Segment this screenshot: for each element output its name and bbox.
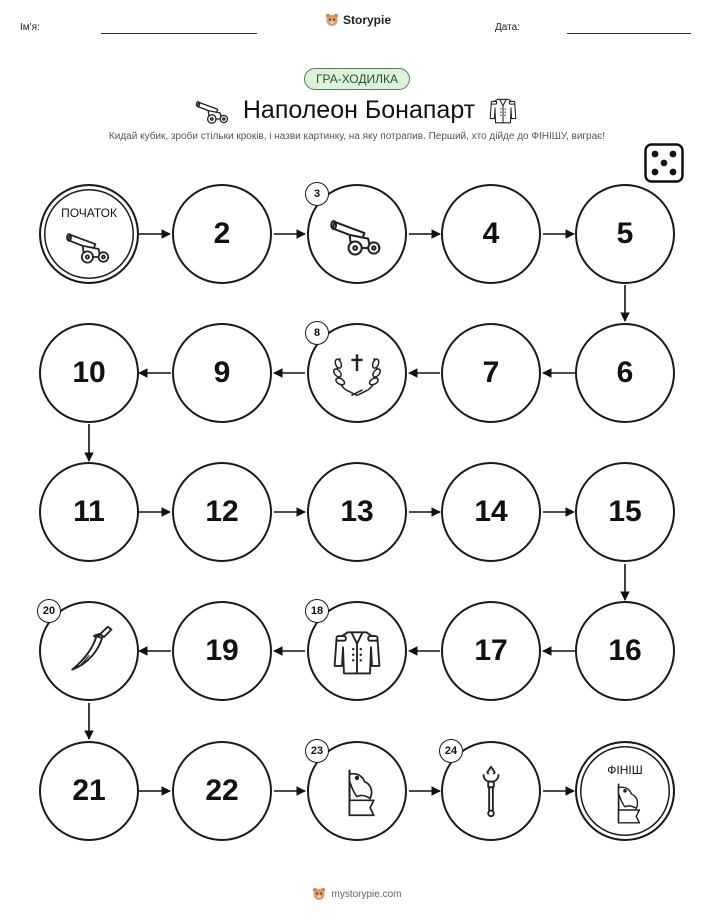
cell-number: 4 xyxy=(482,217,500,250)
finish-cell[interactable] xyxy=(575,741,675,841)
board-cell-19[interactable] xyxy=(172,601,272,701)
cell-number-badge: 3 xyxy=(305,182,329,206)
board-cell-12[interactable] xyxy=(172,462,272,562)
cell-number-badge: 24 xyxy=(439,739,463,763)
military-jacket-icon xyxy=(329,623,385,679)
brand-name: Storypie xyxy=(343,13,392,27)
cell-number-badge: 8 xyxy=(305,321,329,345)
board-cell-15[interactable] xyxy=(575,462,675,562)
game-type-tag: ГРА-ХОДИЛКА xyxy=(304,68,410,90)
cannon-icon xyxy=(329,206,385,262)
board-cell-17[interactable] xyxy=(441,601,541,701)
cell-number: 12 xyxy=(205,495,239,528)
start-label: ПОЧАТОК xyxy=(61,206,117,220)
board-cell-10[interactable] xyxy=(39,323,139,423)
cell-number-badge: 18 xyxy=(305,599,329,623)
board-cell-20[interactable] xyxy=(39,601,139,701)
cell-number: 17 xyxy=(474,634,508,667)
cell-number-badge: 23 xyxy=(305,739,329,763)
board-cell-14[interactable] xyxy=(441,462,541,562)
board-cell-4[interactable] xyxy=(441,184,541,284)
board-cell-2[interactable] xyxy=(172,184,272,284)
cell-number: 15 xyxy=(608,495,642,528)
start-cell[interactable] xyxy=(39,184,139,284)
board-cell-22[interactable] xyxy=(172,741,272,841)
cell-number: 19 xyxy=(205,634,239,667)
board-cell-11[interactable] xyxy=(39,462,139,562)
cannon-icon xyxy=(65,221,113,269)
laurel-wreath-icon xyxy=(329,345,385,401)
sabre-icon xyxy=(61,623,117,679)
cell-number: 14 xyxy=(474,495,508,528)
cell-number: 5 xyxy=(616,217,634,250)
cell-number: 11 xyxy=(73,495,105,528)
name-label: Ім'я: xyxy=(20,22,40,33)
cell-number: 6 xyxy=(616,356,634,389)
board-cell-6[interactable] xyxy=(575,323,675,423)
board-cell-18[interactable] xyxy=(307,601,407,701)
cell-number: 9 xyxy=(213,356,231,389)
bear-icon xyxy=(312,887,326,901)
board-cell-21[interactable] xyxy=(39,741,139,841)
cell-number: 21 xyxy=(72,774,106,807)
board-cell-7[interactable] xyxy=(441,323,541,423)
scepter-icon xyxy=(463,763,519,819)
eagle-standard-icon xyxy=(601,778,649,826)
instructions: Кидай кубик, зроби стільки кроків, і назви картинку, на яку потрапив. Перший, хто дійде до ФІНІШУ, виграє! xyxy=(108,131,606,142)
cell-number: 22 xyxy=(205,774,239,807)
cell-number: 13 xyxy=(340,495,374,528)
finish-label: ФІНІШ xyxy=(607,763,643,777)
eagle-standard-icon xyxy=(329,763,385,819)
cell-number: 10 xyxy=(72,356,106,389)
board-cell-13[interactable] xyxy=(307,462,407,562)
board-cell-23[interactable] xyxy=(307,741,407,841)
board-cell-3[interactable] xyxy=(307,184,407,284)
page-title: Наполеон Бонапарт xyxy=(242,95,476,124)
footer-url[interactable]: mystorypie.com xyxy=(331,888,402,900)
cell-number: 2 xyxy=(213,217,231,250)
footer xyxy=(0,887,714,901)
cell-number-badge: 20 xyxy=(37,599,61,623)
board-cell-24[interactable] xyxy=(441,741,541,841)
board-cell-16[interactable] xyxy=(575,601,675,701)
date-label: Дата: xyxy=(495,22,520,33)
board-cell-9[interactable] xyxy=(172,323,272,423)
board-cell-8[interactable] xyxy=(307,323,407,423)
cell-number: 16 xyxy=(608,634,642,667)
board-cell-5[interactable] xyxy=(575,184,675,284)
cell-number: 7 xyxy=(482,356,500,389)
